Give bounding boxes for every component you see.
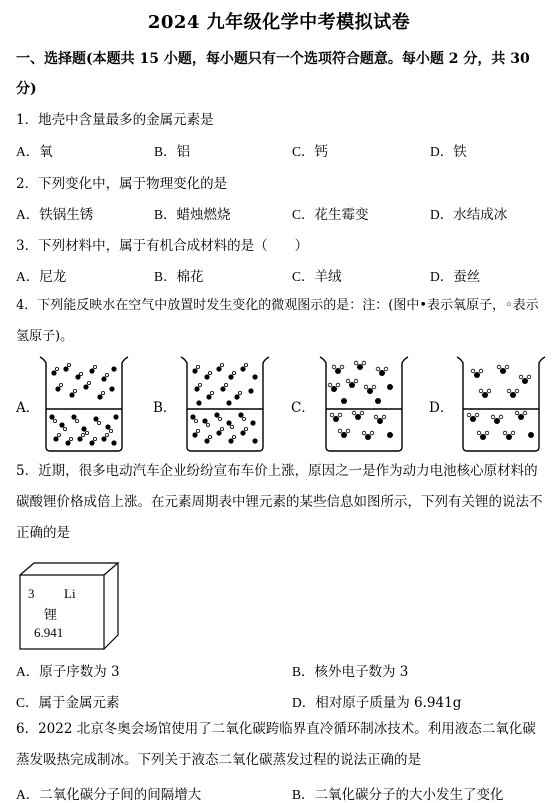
question-1-stem: 1．地壳中含量最多的金属元素是 — [16, 112, 214, 128]
element-number: 3 — [28, 586, 35, 601]
q1-option-b[interactable]: B．铝 — [154, 144, 191, 160]
beaker-b-image[interactable] — [179, 355, 271, 453]
q3-option-b[interactable]: B．棉花 — [154, 269, 204, 285]
q2-option-c[interactable]: C．花生霉变 — [292, 207, 369, 223]
question-6-stem: 6．2022 北京冬奥会场馆使用了二氧化碳跨临界直冷循环制冰技术。利用液态二氧化碳蒸发吸热完成制冰。下列关于液态二氧化碳蒸发过程的说法正确的是 — [16, 721, 536, 768]
q1-option-c[interactable]: C．钙 — [292, 144, 329, 160]
beaker-d-image[interactable] — [455, 355, 547, 453]
question-5-stem: 5．近期，很多电动汽车企业纷纷宣布车价上涨，原因之一是作为动力电池核心原材料的碳酸锂价格成倍上涨。在元素周期表中锂元素的某些信息如图所示，下列有关锂的说法不正确的是 — [16, 463, 543, 541]
page-title: 2024 九年级化学中考模拟试卷 — [147, 12, 411, 33]
element-mass: 6.941 — [34, 625, 64, 640]
q3-option-a[interactable]: A．尼龙 — [16, 269, 67, 285]
q3-option-c[interactable]: C．羊绒 — [292, 269, 342, 285]
question-3-stem: 3．下列材料中，属于有机合成材料的是（ ） — [16, 238, 309, 254]
q2-option-b[interactable]: B．蜡烛燃烧 — [154, 207, 231, 223]
question-3-options — [16, 265, 556, 285]
q5-option-b[interactable]: B．核外电子数为 3 — [292, 664, 409, 680]
question-6-options — [16, 783, 556, 803]
q5-option-a[interactable]: A．原子序数为 3 — [16, 664, 120, 680]
question-1-options — [16, 140, 556, 160]
q5-option-d[interactable]: D．相对原子质量为 6.941g — [292, 695, 462, 711]
q4-option-c-label[interactable]: C． — [291, 400, 315, 416]
element-name: 锂 — [44, 608, 58, 623]
question-2-stem: 2．下列变化中，属于物理变化的是 — [16, 176, 228, 192]
section-heading: 一、选择题(本题共 15 小题，每小题只有一个选项符合题意。每小题 2 分，共 30 分) — [16, 51, 530, 97]
q5-option-c[interactable]: C．属于金属元素 — [16, 695, 120, 711]
q1-option-d[interactable]: D．铁 — [430, 144, 467, 160]
element-symbol: Li — [64, 586, 76, 601]
q1-option-a[interactable]: A．氧 — [16, 144, 53, 160]
q6-option-a[interactable]: A．二氧化碳分子间的间隔增大 — [16, 787, 202, 803]
question-4-stem: 4．下列能反映水在空气中放置时发生变化的微观图示的是：注：(图中•表示氧原子，◦表示氢原子)。 — [16, 298, 539, 344]
beaker-c-image[interactable] — [318, 355, 410, 453]
question-5-options-row2 — [16, 691, 556, 711]
question-2-options — [16, 203, 556, 223]
beaker-a-image[interactable] — [38, 355, 130, 453]
question-5-options-row1 — [16, 660, 556, 680]
q4-option-a-label[interactable]: A． — [16, 400, 40, 416]
q4-option-b-label[interactable]: B． — [153, 400, 177, 416]
q4-option-d-label[interactable]: D． — [429, 400, 454, 416]
q2-option-a[interactable]: A．铁锅生锈 — [16, 207, 94, 223]
q6-option-b[interactable]: B．二氧化碳分子的大小发生了变化 — [292, 787, 504, 803]
q2-option-d[interactable]: D．水结成冰 — [430, 207, 508, 223]
q3-option-d[interactable]: D．蚕丝 — [430, 269, 481, 285]
